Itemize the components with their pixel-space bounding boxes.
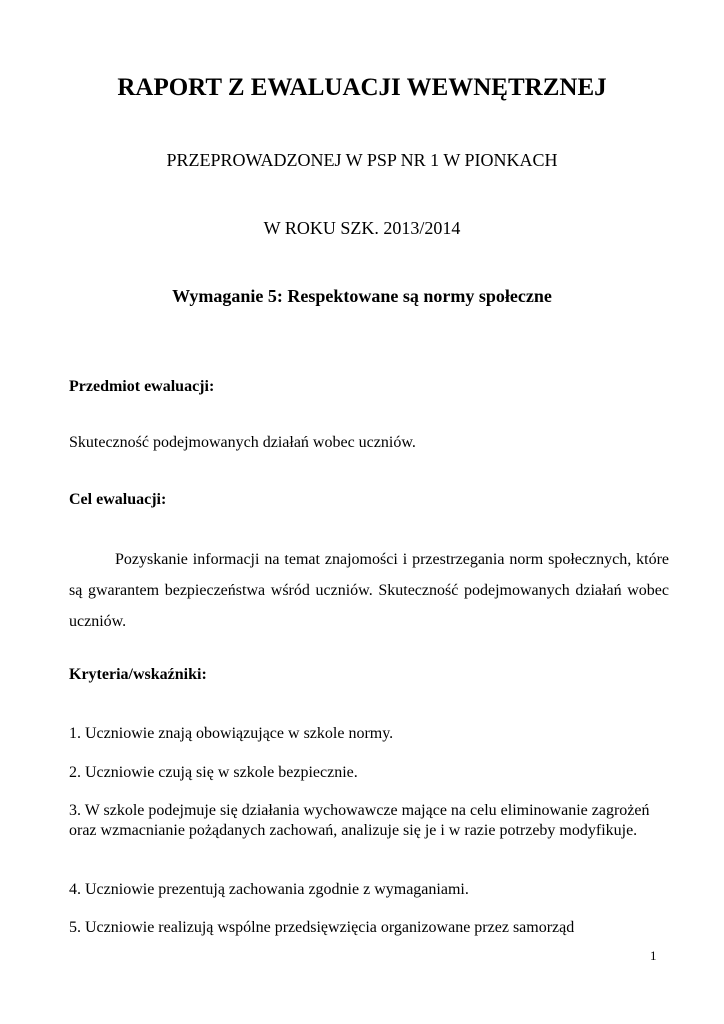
document-subtitle-school: PRZEPROWADZONEJ W PSP NR 1 W PIONKACH [166,150,558,170]
section-heading-subject: Przedmiot ewaluacji: [69,378,215,395]
section-heading-goal: Cel ewaluacji: [69,491,167,508]
criteria-item-5: 5. Uczniowie realizują wspólne przedsięwzięcia organizowane przez samorząd [69,919,575,936]
section-heading-criteria: Kryteria/wskaźniki: [69,666,207,683]
page-number: 1 [650,948,657,963]
criteria-item-2: 2. Uczniowie czują się w szkole bezpiecznie. [69,764,358,781]
criteria-item-4: 4. Uczniowie prezentują zachowania zgodnie z wymaganiami. [69,881,469,898]
criteria-item-1: 1. Uczniowie znają obowiązujące w szkole normy. [69,725,394,742]
requirement-heading: Wymaganie 5: Respektowane są normy społeczne [172,286,552,306]
section-text-goal: Pozyskanie informacji na temat znajomości i przestrzegania norm społecznych, które są gwarantem bezpieczeństwa wśród uczniów. Skuteczność podejmowanych działań wobec uczniów. [69,551,669,630]
section-text-subject: Skuteczność podejmowanych działań wobec uczniów. [69,434,416,451]
document-title: RAPORT Z EWALUACJI WEWNĘTRZNEJ [117,74,607,101]
criteria-item-3: 3. W szkole podejmuje się działania wychowawcze mające na celu eliminowanie zagrożeń oraz wzmacnianie pożądanych zachowań, analizuje się je i w razie potrzeby modyfikuje. [69,802,650,839]
document-subtitle-year: W ROKU SZK. 2013/2014 [263,218,461,238]
